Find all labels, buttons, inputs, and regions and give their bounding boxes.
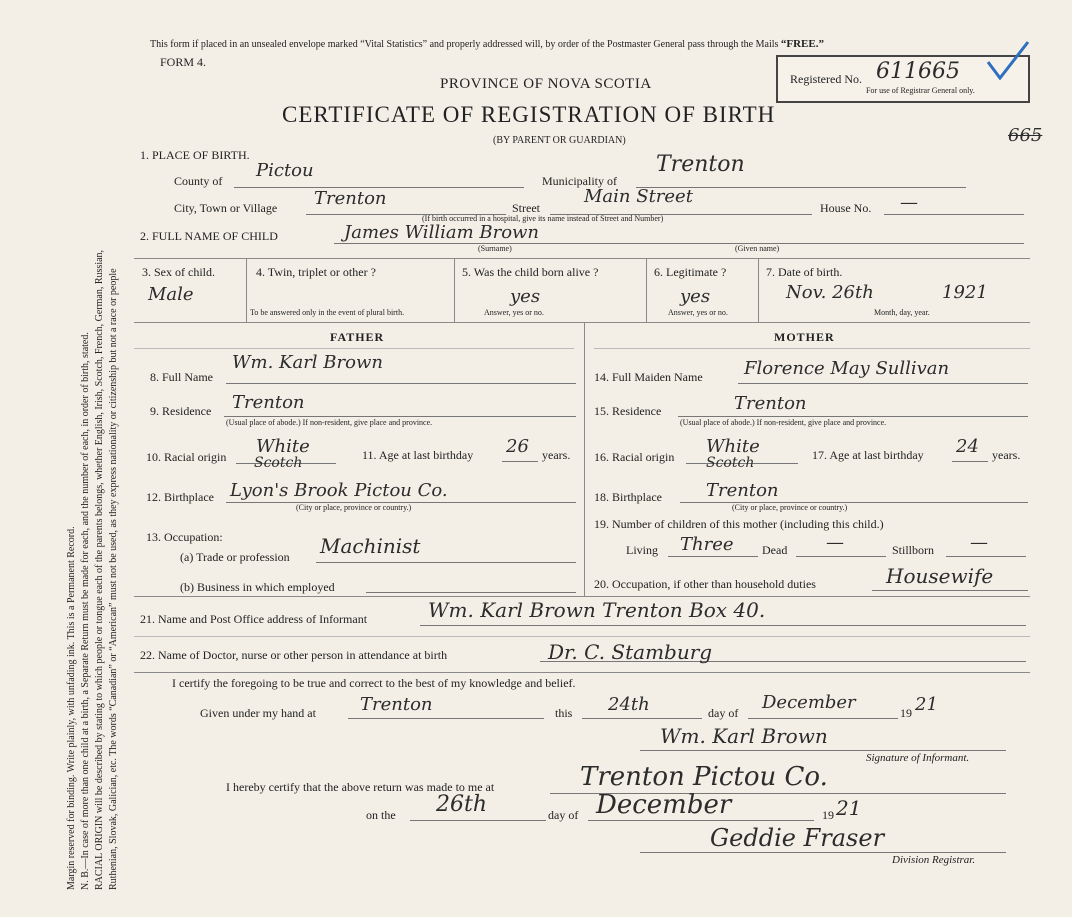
- father-occupation-label: 13. Occupation:: [146, 530, 223, 544]
- side-note-racial-cont: Ruthenian, Slovak, Galician, etc. The words “Canadian” or “American” must not be used, as they express nationality or citizenship but not a race or people: [108, 268, 119, 890]
- registrar-place-value: Trenton Pictou Co.: [580, 762, 828, 792]
- living-value: Three: [680, 534, 734, 555]
- street-label: Street: [512, 201, 540, 215]
- corner-mark: 665: [1008, 125, 1043, 146]
- dead-value: —: [826, 532, 844, 553]
- city-value: Trenton: [314, 188, 387, 209]
- mother-racial-label: 16. Racial origin: [594, 450, 675, 464]
- mother-racial-value2: Scotch: [706, 455, 755, 471]
- certify-month-value: December: [762, 692, 856, 713]
- alive-note: Answer, yes or no.: [484, 308, 544, 317]
- check-mark-icon: [982, 40, 1032, 80]
- father-trade-label: (a) Trade or profession: [180, 550, 290, 564]
- informant-signature: Wm. Karl Brown: [660, 724, 828, 748]
- sex-label: 3. Sex of child.: [142, 265, 215, 279]
- father-age-unit: years.: [542, 448, 571, 462]
- mother-racial-value: White: [706, 436, 760, 457]
- registrar-day-value: 26th: [436, 792, 488, 817]
- father-trade-value: Machinist: [320, 534, 421, 558]
- doctor-value: Dr. C. Stamburg: [548, 640, 713, 664]
- registrar-signature: Geddie Fraser: [710, 824, 885, 852]
- given-under-hand-label: Given under my hand at: [200, 706, 316, 720]
- registered-number: 611665: [876, 59, 960, 84]
- county-value: Pictou: [256, 160, 314, 181]
- certify-this-label: this: [555, 706, 573, 720]
- municipality-label: Municipality of: [542, 174, 617, 188]
- dob-note: Month, day, year.: [874, 308, 930, 317]
- mother-age-value: 24: [956, 436, 979, 457]
- city-label: City, Town or Village: [174, 201, 278, 215]
- mother-birthplace-value: Trenton: [706, 480, 779, 501]
- side-note-margin: Margin reserved for binding. Write plainly, with unfading ink. This is a Permanent Record.: [66, 526, 77, 890]
- alive-label: 5. Was the child born alive ?: [462, 265, 599, 279]
- father-residence-label: 9. Residence: [150, 404, 212, 418]
- dob-value: Nov. 26th: [786, 282, 874, 303]
- registrar-on-label: on the: [366, 808, 396, 822]
- mother-birthplace-note: (City or place, province or country.): [732, 503, 848, 512]
- certify-year-suffix: 21: [915, 694, 938, 715]
- street-value: Main Street: [584, 186, 693, 207]
- hospital-note: (If birth occurred in a hospital, give its name instead of Street and Number): [422, 214, 664, 223]
- mother-name-label: 14. Full Maiden Name: [594, 370, 703, 384]
- mother-children-label: 19. Number of children of this mother (including this child.): [594, 517, 884, 531]
- father-age-value: 26: [506, 436, 529, 457]
- father-racial-label: 10. Racial origin: [146, 450, 227, 464]
- postal-notice-free: “FREE.”: [780, 38, 824, 50]
- postal-notice: [150, 38, 824, 50]
- place-of-birth-heading: 1. PLACE OF BIRTH.: [140, 148, 250, 162]
- father-racial-value2: Scotch: [254, 455, 303, 471]
- given-name-note: (Given name): [735, 244, 780, 253]
- doctor-label: 22. Name of Doctor, nurse or other person in attendance at birth: [140, 648, 448, 662]
- legitimate-label: 6. Legitimate ?: [654, 265, 727, 279]
- registrar-note: For use of Registrar General only.: [866, 86, 975, 95]
- registrar-month-value: December: [596, 790, 732, 820]
- father-business-label: (b) Business in which employed: [180, 580, 335, 594]
- certify-day-value: 24th: [608, 694, 650, 715]
- father-residence-value: Trenton: [232, 392, 305, 413]
- father-racial-value: White: [256, 436, 310, 457]
- registrar-statement: I hereby certify that the above return was made to me at: [226, 780, 495, 794]
- twin-label: 4. Twin, triplet or other ?: [256, 265, 376, 279]
- twin-note: To be answered only in the event of plural birth.: [250, 308, 405, 317]
- registrar-dayof-label: day of: [548, 808, 579, 822]
- house-value: —: [900, 192, 918, 213]
- dob-label: 7. Date of birth.: [766, 265, 843, 279]
- municipality-value: Trenton: [656, 152, 745, 177]
- mother-residence-value: Trenton: [734, 393, 807, 414]
- living-label: Living: [626, 543, 658, 557]
- registered-label: Registered No.: [790, 72, 862, 86]
- stillborn-label: Stillborn: [892, 543, 935, 557]
- father-birthplace-value: Lyon's Brook Pictou Co.: [230, 480, 448, 501]
- mother-residence-note: (Usual place of abode.) If non-resident, give place and province.: [680, 418, 887, 427]
- given-place-value: Trenton: [360, 694, 433, 715]
- mother-residence-label: 15. Residence: [594, 404, 662, 418]
- registrar-year-suffix: 21: [836, 796, 862, 820]
- mother-age-unit: years.: [992, 448, 1021, 462]
- dob-year: 1921: [942, 282, 988, 303]
- mother-age-label: 17. Age at last birthday: [812, 448, 924, 462]
- mother-name-value: Florence May Sullivan: [744, 358, 950, 379]
- certify-year-prefix: 19: [900, 706, 912, 720]
- form-number: FORM 4.: [160, 55, 207, 69]
- mother-occupation-value: Housewife: [886, 564, 994, 588]
- county-label: County of: [174, 174, 223, 188]
- mother-occupation-label: 20. Occupation, if other than household duties: [594, 577, 816, 591]
- father-birthplace-note: (City or place, province or country.): [296, 503, 412, 512]
- sex-value: Male: [148, 284, 194, 305]
- child-name-label: 2. FULL NAME OF CHILD: [140, 229, 278, 243]
- alive-value: yes: [510, 286, 541, 307]
- side-note-nb: N. B.—In case of more than one child at a birth, a Separate Return must be made for each, and the number of each, in order of birth, stated.: [80, 332, 91, 890]
- father-heading: FATHER: [330, 330, 385, 344]
- certificate-title: CERTIFICATE OF REGISTRATION OF BIRTH: [282, 102, 776, 127]
- father-birthplace-label: 12. Birthplace: [146, 490, 214, 504]
- legitimate-value: yes: [680, 286, 711, 307]
- registrar-year-prefix: 19: [822, 808, 834, 822]
- father-residence-note: (Usual place of abode.) If non-resident, give place and province.: [226, 418, 433, 427]
- registrar-signature-label: Division Registrar.: [892, 854, 976, 866]
- informant-value: Wm. Karl Brown Trenton Box 40.: [428, 598, 766, 622]
- province-heading: PROVINCE OF NOVA SCOTIA: [440, 76, 652, 92]
- father-age-label: 11. Age at last birthday: [362, 448, 474, 462]
- surname-note: (Surname): [478, 244, 512, 253]
- legitimate-note: Answer, yes or no.: [668, 308, 728, 317]
- stillborn-value: —: [970, 532, 988, 553]
- mother-heading: MOTHER: [774, 330, 835, 344]
- father-name-label: 8. Full Name: [150, 370, 213, 384]
- certificate-subtitle: (BY PARENT OR GUARDIAN): [493, 135, 626, 146]
- certify-dayof-label: day of: [708, 706, 739, 720]
- postal-notice-text: This form if placed in an unsealed envelope marked “Vital Statistics” and properly addressed will, by order of the Postmaster General pass through the Mails: [150, 39, 779, 50]
- mother-birthplace-label: 18. Birthplace: [594, 490, 662, 504]
- dead-label: Dead: [762, 543, 788, 557]
- informant-label: 21. Name and Post Office address of Informant: [140, 612, 368, 626]
- house-label: House No.: [820, 201, 872, 215]
- child-name-value: James William Brown: [344, 222, 540, 243]
- informant-signature-label: Signature of Informant.: [866, 752, 970, 764]
- father-name-value: Wm. Karl Brown: [232, 352, 383, 373]
- informant-certify-statement: I certify the foregoing to be true and correct to the best of my knowledge and belief.: [172, 676, 576, 690]
- side-note-racial: RACIAL ORIGIN will be described by stating to which people or tongue each of the parents belongs, whether English, Irish, Scotch, French, German, Russian,: [94, 249, 105, 890]
